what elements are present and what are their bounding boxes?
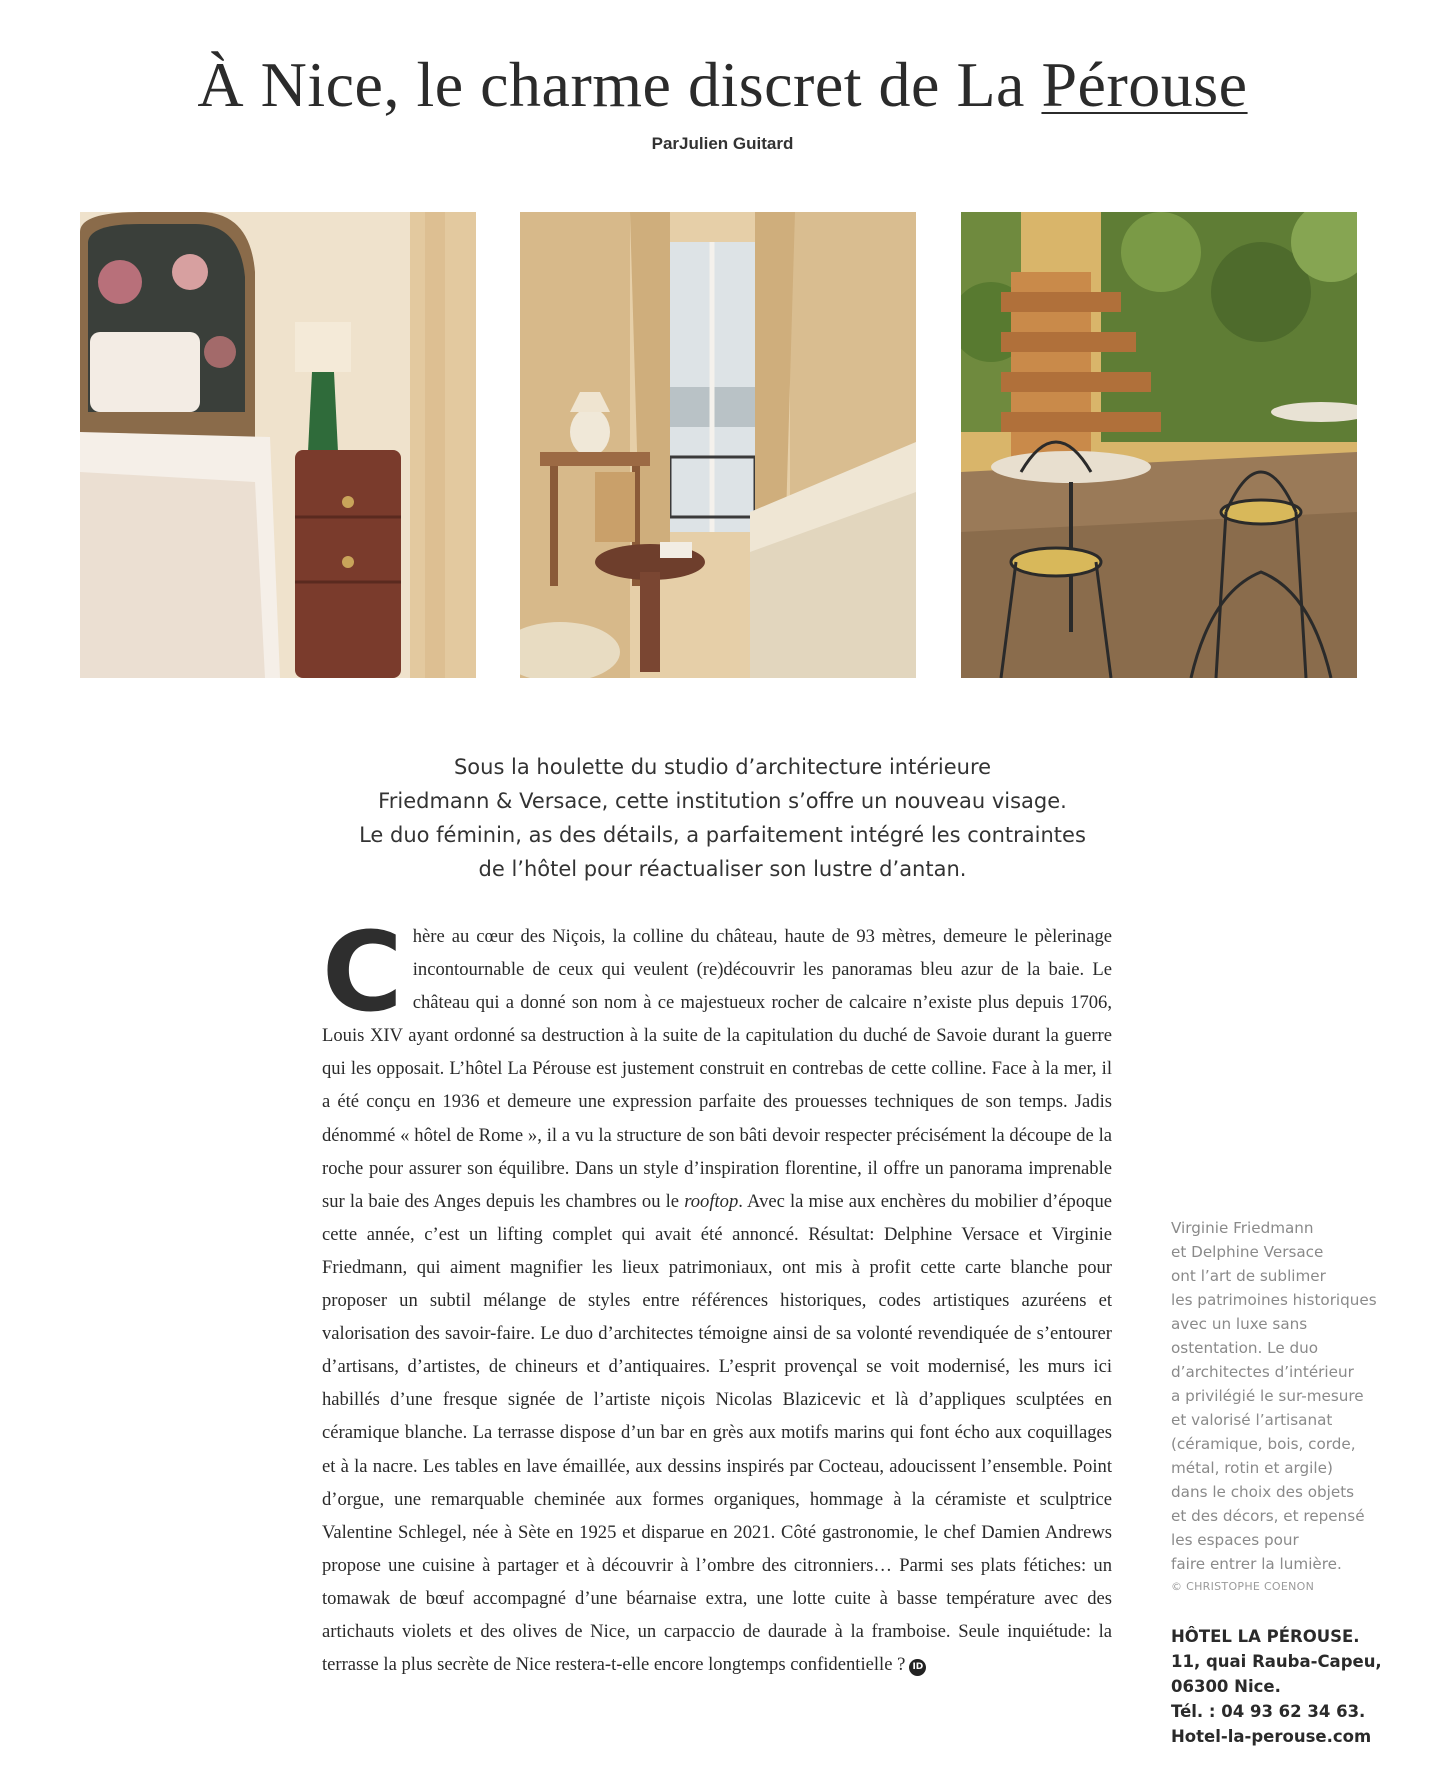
article-body [322, 908, 1112, 1681]
caption-line: ostentation. Le duo [1171, 1339, 1319, 1357]
photo-living-room [520, 212, 916, 678]
hotel-phone: Tél. : 04 93 62 34 63. [1171, 1702, 1366, 1721]
photo-bedroom [80, 212, 476, 678]
hotel-info [1171, 1624, 1411, 1749]
article-title [0, 48, 1445, 122]
standfirst [300, 750, 1145, 886]
caption-line: les patrimoines historiques [1171, 1291, 1377, 1309]
title-main: À Nice, le charme discret de La [197, 49, 1042, 120]
drop-cap: C [322, 908, 403, 1036]
caption-line: d’architectes d’intérieur [1171, 1363, 1354, 1381]
hotel-name: HÔTEL LA PÉROUSE. [1171, 1627, 1360, 1646]
title-underlined: Pérouse [1041, 49, 1248, 120]
caption-line: et des décors, et repensé [1171, 1507, 1365, 1525]
caption-line: les espaces pour [1171, 1531, 1299, 1549]
body-italic-term: rooftop [684, 1190, 739, 1212]
caption-line: dans le choix des objets [1171, 1483, 1355, 1501]
caption-line: a privilégié le sur-mesure [1171, 1387, 1364, 1405]
hotel-website: Hotel-la-perouse.com [1171, 1727, 1372, 1746]
photo-terrace [961, 212, 1357, 678]
caption-line: et Delphine Versace [1171, 1243, 1324, 1261]
hotel-address-line1: 11, quai Rauba-Capeu, [1171, 1652, 1382, 1671]
standfirst-line: de l’hôtel pour réactualiser son lustre d’antan. [478, 857, 967, 881]
caption-line: et valorisé l’artisanat [1171, 1411, 1333, 1429]
caption-line: ont l’art de sublimer [1171, 1267, 1326, 1285]
caption-line: métal, rotin et argile) [1171, 1459, 1333, 1477]
standfirst-line: Friedmann & Versace, cette institution s’offre un nouveau visage. [378, 789, 1067, 813]
end-mark-icon: ID [909, 1659, 926, 1676]
hotel-address-line2: 06300 Nice. [1171, 1677, 1281, 1696]
caption-line: faire entrer la lumière. [1171, 1555, 1342, 1573]
caption-line: (céramique, bois, corde, [1171, 1435, 1356, 1453]
standfirst-line: Le duo féminin, as des détails, a parfaitement intégré les contraintes [359, 823, 1086, 847]
photo-caption [1171, 1216, 1396, 1576]
standfirst-line: Sous la houlette du studio d’architecture intérieure [453, 755, 992, 779]
byline: ParJulien Guitard [651, 134, 794, 153]
body-text-part2: . Avec la mise aux enchères du mobilier d’époque cette année, c’est un lifting complet qui avait été annoncé. Résultat: Delphine Versace et Virginie Friedmann, qui aiment magnifier les lieux patrimoniaux, ont mis à profit cette carte blanche pour proposer un subtil mélange de styles entre références historiques, codes artistiques azuréens et valorisation des savoir-faire. Le duo d’architectes témoigne ainsi de sa volonté revendiquée de s’entourer d’artisans, d’artistes, de chineurs et d’antiquaires. L’esprit provençal se voit modernisé, les murs ici habillés d’une fresque signée de l’artiste niçois Nicolas Blazicevic et là d’appliques sculptées en céramique blanche. La terrasse dispose d’un bar en grès aux motifs marins qui font écho aux coquillages et à la nacre. Les tables en lave émaillée, aux dessins inspirés par Cocteau, adoucissent l’ensemble. Point d’orgue, une remarquable cheminée aux formes organiques, hommage à la céramiste et sculptrice Valentine Schlegel, née à Sète en 1925 et disparue en 2021. Côté gastronomie, le chef Damien Andrews propose une cuisine à partager et à découvrir à l’ombre des citronniers… Parmi ses plats fétiches: un tomawak de bœuf accompagné d’une béarnaise extra, une lotte cuite à basse température avec des artichauts violets et des olives de Nice, un carpaccio de daurade à la framboise. Seule inquiétude: la terrasse la plus secrète de Nice restera-t-elle encore longtemps confidentielle ? [322, 1190, 1112, 1676]
caption-line: Virginie Friedmann [1171, 1219, 1314, 1237]
photo-credit: © CHRISTOPHE COENON [1171, 1580, 1315, 1593]
caption-line: avec un luxe sans [1171, 1315, 1308, 1333]
body-text-part1: hère au cœur des Niçois, la colline du château, haute de 93 mètres, demeure le pèlerinage incontournable de ceux qui veulent (re)découvrir les panoramas bleu azur de la baie. Le château qui a donné son nom à ce majestueux rocher de calcaire n’existe plus depuis 1706, Louis XIV ayant ordonné sa destruction à la suite de la capitulation du duché de Savoie durant la guerre qui les opposait. L’hôtel La Pérouse est justement construit en contrebas de cette colline. Face à la mer, il a été conçu en 1936 et demeure une expression parfaite des prouesses techniques de son temps. Jadis dénommé « hôtel de Rome », il a vu la structure de son bâti devoir respecter précisément la découpe de la roche pour assurer son équilibre. Dans un style d’inspiration florentine, il offre un panorama imprenable sur la baie des Anges depuis les chambres ou le [322, 926, 1112, 1212]
